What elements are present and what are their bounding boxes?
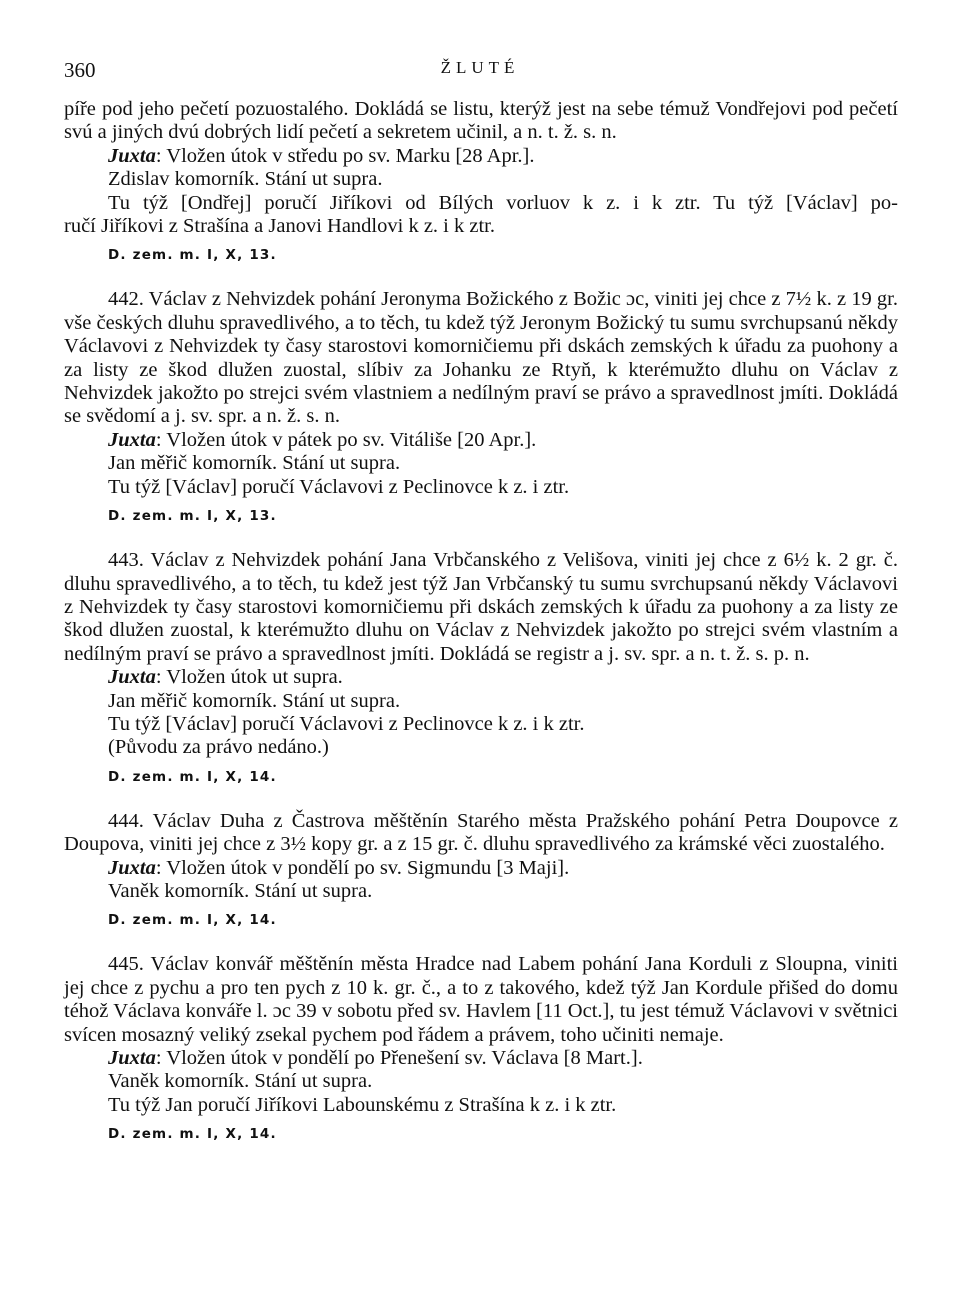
juxta-line — [64, 666, 898, 689]
entry-paragraph: 444. Václav Duha z Častrova měštěnín Starého města Pražského pohání Petra Doupovce z Doupova, viniti jej chce z 3½ kopy gr. a z 15 gr. č. dluhu spravedlivého za krámské věci zuostalého. — [64, 809, 898, 856]
juxta-text: : Vložen útok v pondělí po Přenešení sv. Václava [8 Mart.]. — [155, 1047, 643, 1069]
source-reference: D. zem. m. I, X, 14. — [108, 912, 277, 929]
entry-line: Jan měřič komorník. Stání ut supra. — [108, 689, 401, 712]
juxta-line — [64, 429, 898, 452]
juxta-label: Juxta — [108, 666, 156, 689]
entry-line: Jan měřič komorník. Stání ut supra. — [108, 452, 401, 475]
source-reference: D. zem. m. I, X, 14. — [108, 768, 277, 785]
juxta-line — [64, 1047, 898, 1070]
entry-line-continuation: ručí Jiříkovi z Strašína a Janovi Handlovi k z. i k ztr. — [64, 215, 495, 238]
juxta-text: : Vložen útok v pondělí po sv. Sigmundu [3 Maji]. — [155, 856, 570, 879]
juxta-text: : Vložen útok v pátek po sv. Vitáliše [20 Apr.]. — [155, 428, 537, 451]
entry-paragraph: 442. Václav z Nehvizdek pohání Jeronyma Božického z Božic ɔc, viniti jej chce z 7½ k. z 19 gr. vše českých dluhu spravedlivého, a to těch, tu kdež týž Jeronym Božický tu sumu svrchupsanú někdy Václavovi z Nehvizdek ty časy starostovi komorničiemu při dskách zemských k úřadu za puohony a za listy ze škod dlužen zuostal, slíbiv za Johanku ze Rtyň, k kterémužto dluhu on Václav z Nehvizdek jakožto po strejci svém vlastniem a nedílným praví se právo a spravedlnost jmíti. Dokládá se svědomí a j. sv. spr. a n. ž. s. n. — [64, 288, 898, 428]
juxta-label: Juxta — [108, 144, 156, 167]
juxta-label: Juxta — [108, 1047, 156, 1069]
source-reference: D. zem. m. I, X, 14. — [108, 1126, 277, 1143]
juxta-label: Juxta — [108, 856, 156, 879]
page-number: 360 — [64, 58, 96, 82]
page-header — [64, 58, 896, 88]
continuation-block — [64, 98, 898, 264]
entry-paragraph: píře pod jeho pečetí pozuostalého. Dokládá se listu, kterýž jest na sebe témuž Vondřejovi pod pečetí svú a jiných dvú dobrých lidí pečetí a sekretem učinil, a n. t. ž. s. n. — [64, 98, 898, 144]
document-body — [64, 98, 898, 1143]
entry-line: Vaněk komorník. Stání ut supra. — [108, 879, 373, 902]
juxta-text: : Vložen útok ut supra. — [155, 666, 343, 689]
running-head: ŽLUTÉ — [440, 58, 520, 77]
entry-line: Tu týž Jan poručí Jiříkovi Labounskému z Strašína k z. i k ztr. — [108, 1093, 617, 1116]
entry-paragraph: 443. Václav z Nehvizdek pohání Jana Vrbčanského z Velišova, viniti jej chce z 6½ k. 2 gr. č. dluhu spravedlivého, a to těch, tu kdež jest týž Jan Vrbčanský tu sumu svrchupsanú někdy Václavovi z Nehvizdek ty časy starostovi komorničiemu při dskách zemských k úřadu za puohony a za listy ze škod dlužen zuostal, k kterémužto dluhu on Václav z Nehvizdek jakožto po strejci svém vlastním a nedílným praví se právo a spravedlnost jmíti. Dokládá se registr a j. sv. spr. a n. t. ž. s. p. n. — [64, 549, 898, 665]
source-reference: D. zem. m. I, X, 13. — [108, 247, 277, 264]
juxta-line — [64, 857, 898, 880]
entry-line: Tu týž [Ondřej] poručí Jiříkovi od Bílých vorluov k z. i k ztr. Tu týž [Václav] po- — [108, 191, 898, 214]
source-reference: D. zem. m. I, X, 13. — [108, 508, 277, 525]
entry-paragraph: 445. Václav konvář měštěnín města Hradce nad Labem pohání Jana Korduli z Sloupna, viniti jej chce z pychu a pro ten pych z 10 k. gr. č., a to z takového, kdež týž Jan Kordule přišed do domu téhož Václava konváře l. ɔc 39 v sobotu před sv. Havlem [11 Oct.], tu jest témuž Václavovi v světnici svícen mosazný veliký zsekal pychem pod řádem a právem, toho učiniti nemaje. — [64, 953, 898, 1046]
juxta-label: Juxta — [108, 428, 156, 451]
juxta-line — [64, 145, 898, 168]
entry-442 — [64, 288, 898, 525]
entry-line: Zdislav komorník. Stání ut supra. — [108, 168, 383, 191]
juxta-text: : Vložen útok v středu po sv. Marku [28 Apr.]. — [155, 144, 535, 167]
entry-line: Vaněk komorník. Stání ut supra. — [108, 1070, 373, 1093]
entry-line: Tu týž [Václav] poručí Václavovi z Peclinovce k z. i k ztr. — [108, 712, 585, 735]
entry-line: Tu týž [Václav] poručí Václavovi z Peclinovce k z. i ztr. — [108, 475, 570, 498]
entry-443 — [64, 549, 898, 786]
entry-line: (Původu za právo nedáno.) — [108, 736, 329, 759]
entry-444 — [64, 810, 898, 930]
entry-445 — [64, 953, 898, 1143]
